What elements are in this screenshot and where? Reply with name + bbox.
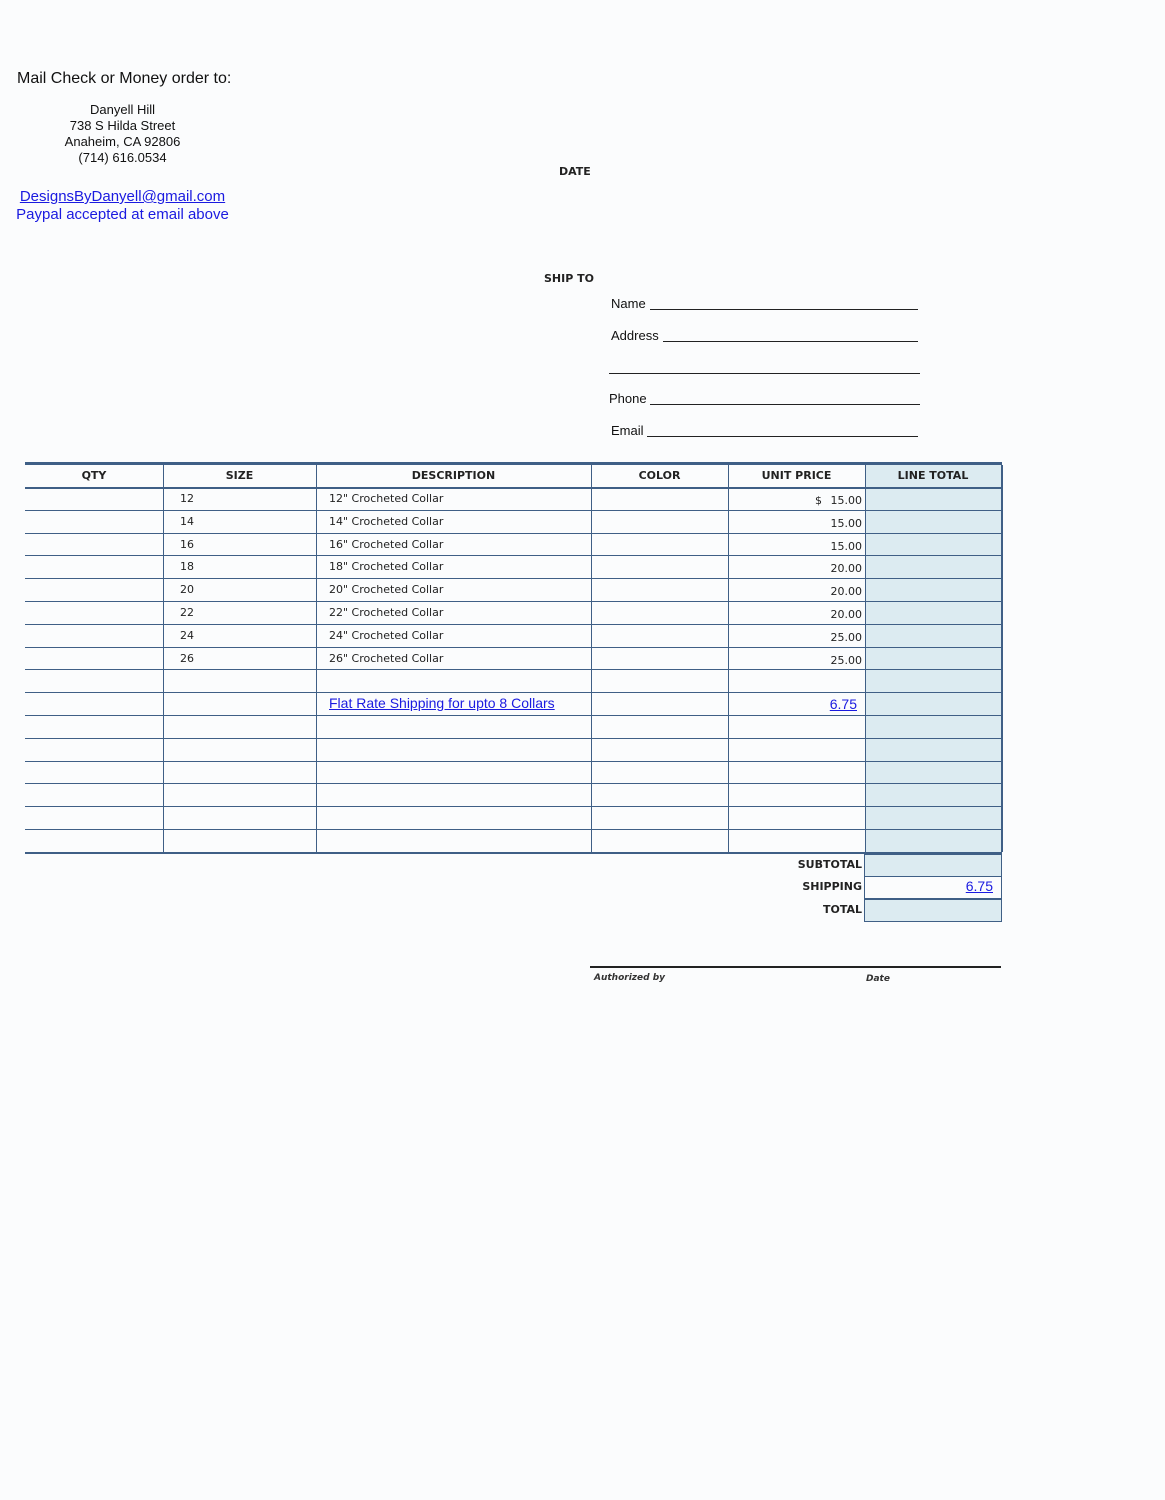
size-cell: 24 <box>180 629 194 642</box>
table-row-divider <box>25 510 1002 511</box>
header-size: SIZE <box>225 469 254 482</box>
ship-name-label: Name <box>611 296 646 311</box>
shipping-value: 6.75 <box>965 878 993 894</box>
subtotal-label: SUBTOTAL <box>797 858 862 871</box>
description-cell: 12" Crocheted Collar <box>329 492 444 505</box>
table-row-divider <box>25 829 1002 830</box>
size-cell: 20 <box>180 583 194 596</box>
table-row-divider <box>25 761 1002 762</box>
table-column-divider <box>591 465 592 852</box>
description-cell: 24" Crocheted Collar <box>329 629 444 642</box>
header-unit-price: UNIT PRICE <box>761 469 832 482</box>
table-row-divider <box>25 578 1002 579</box>
description-cell: 16" Crocheted Collar <box>329 538 444 551</box>
size-cell: 16 <box>180 538 194 551</box>
total-box[interactable] <box>864 899 1002 922</box>
description-cell: 14" Crocheted Collar <box>329 515 444 528</box>
description-cell: 22" Crocheted Collar <box>329 606 444 619</box>
ship-name-field[interactable] <box>650 309 918 310</box>
description-cell: Flat Rate Shipping for upto 8 Collars <box>329 695 555 711</box>
subtotal-box[interactable] <box>864 854 1002 877</box>
sender-city: Anaheim, CA 92806 <box>64 134 181 149</box>
authorized-by-label: Authorized by <box>594 973 666 983</box>
table-row-divider <box>25 852 1002 854</box>
description-cell: 26" Crocheted Collar <box>329 652 444 665</box>
header-description: DESCRIPTION <box>411 469 496 482</box>
table-row-divider <box>25 715 1002 716</box>
table-column-divider <box>163 465 164 852</box>
paypal-note: Paypal accepted at email above <box>16 206 229 223</box>
size-cell: 14 <box>180 515 194 528</box>
unit-price-cell: 25.00 <box>830 631 862 644</box>
size-cell: 22 <box>180 606 194 619</box>
shipping-box[interactable] <box>864 876 1002 899</box>
header-qty: QTY <box>81 469 107 482</box>
ship-to-label: SHIP TO <box>544 272 594 285</box>
table-column-divider <box>316 465 317 852</box>
table-row-divider <box>25 533 1002 534</box>
description-cell: 18" Crocheted Collar <box>329 560 444 573</box>
ship-email-label: Email <box>611 423 644 438</box>
sender-phone: (714) 616.0534 <box>78 150 167 165</box>
header-line-total: LINE TOTAL <box>897 469 969 482</box>
ship-address-line2-field[interactable] <box>609 373 920 374</box>
sender-name: Danyell Hill <box>89 102 156 117</box>
unit-price-cell: 20.00 <box>830 562 862 575</box>
table-row-divider <box>25 692 1002 693</box>
table-row-divider <box>25 669 1002 670</box>
table-row-divider <box>25 487 1002 489</box>
ship-phone-field[interactable] <box>650 404 920 405</box>
size-cell: 26 <box>180 652 194 665</box>
sender-email-link[interactable]: DesignsByDanyell@gmail.com <box>19 188 226 205</box>
table-row-divider <box>25 806 1002 807</box>
unit-price-cell: 15.00 <box>830 517 862 530</box>
mail-to-heading: Mail Check or Money order to: <box>17 70 232 87</box>
signature-date-label: Date <box>866 974 890 984</box>
ship-email-field[interactable] <box>647 436 918 437</box>
table-column-divider <box>1001 465 1003 852</box>
unit-price-cell: 20.00 <box>830 585 862 598</box>
table-row-divider <box>25 601 1002 602</box>
table-row-divider <box>25 555 1002 556</box>
size-cell: 12 <box>180 492 194 505</box>
table-row-divider <box>25 738 1002 739</box>
unit-price-cell: 15.00 <box>830 540 862 553</box>
table-column-divider <box>728 465 729 852</box>
currency-cell: $ <box>815 494 822 507</box>
unit-price-cell: 15.00 <box>830 494 862 507</box>
ship-address-field[interactable] <box>663 341 918 342</box>
date-label: DATE <box>559 165 591 178</box>
unit-price-cell: 6.75 <box>829 696 857 712</box>
size-cell: 18 <box>180 560 194 573</box>
unit-price-cell: 25.00 <box>830 654 862 667</box>
total-label: TOTAL <box>822 903 862 916</box>
header-color: COLOR <box>638 469 681 482</box>
ship-address-label: Address <box>611 328 659 343</box>
description-cell: 20" Crocheted Collar <box>329 583 444 596</box>
table-column-divider <box>865 465 866 852</box>
table-top-bar <box>25 462 1002 465</box>
ship-phone-label: Phone <box>609 391 647 406</box>
table-row-divider <box>25 624 1002 625</box>
line-total-column-fill <box>865 465 1001 853</box>
shipping-label: SHIPPING <box>802 880 862 893</box>
signature-line[interactable] <box>590 966 1001 968</box>
table-row-divider <box>25 647 1002 648</box>
sender-street: 738 S Hilda Street <box>69 118 176 133</box>
table-row-divider <box>25 783 1002 784</box>
unit-price-cell: 20.00 <box>830 608 862 621</box>
